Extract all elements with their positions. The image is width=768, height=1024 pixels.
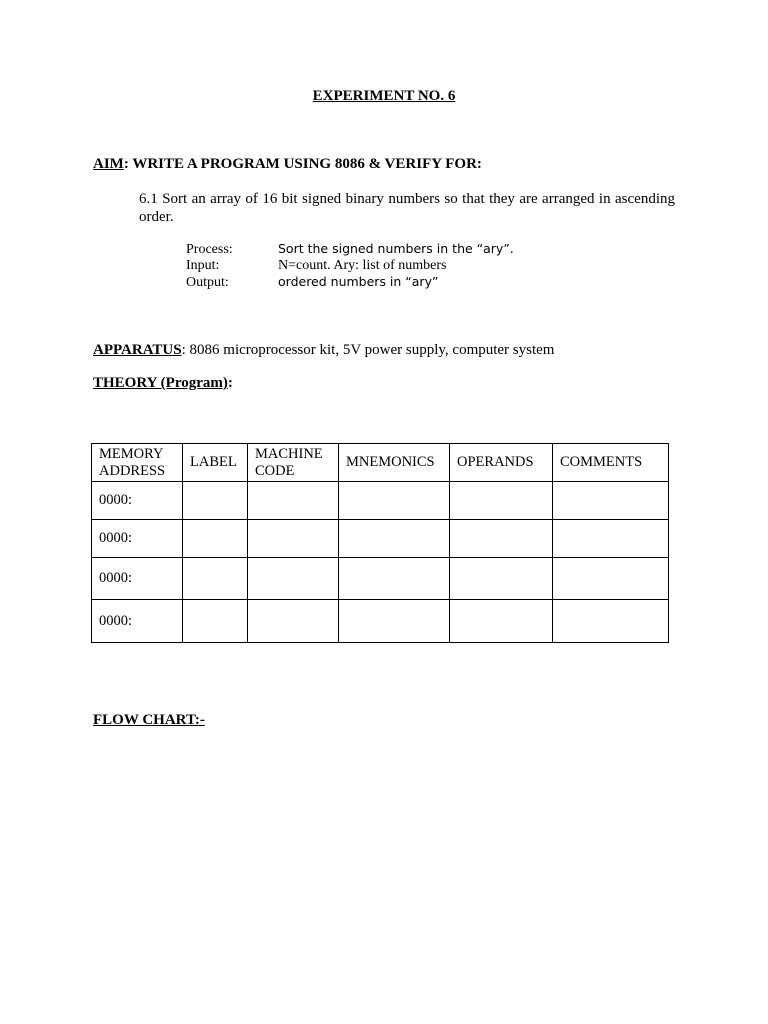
theory-separator: : [227, 375, 233, 391]
header-label: LABEL [183, 444, 248, 482]
apparatus-label: APPARATUS [93, 342, 182, 358]
detail-output [186, 274, 438, 291]
detail-value: N=count. Ary: list of numbers [278, 258, 447, 273]
aim-separator: : [123, 156, 133, 172]
table-cell [248, 482, 339, 520]
table-cell [248, 558, 339, 600]
table-cell [450, 482, 553, 520]
detail-process [186, 241, 514, 258]
header-machine-code: MACHINE CODE [248, 444, 339, 482]
header-comments: COMMENTS [553, 444, 669, 482]
header-operands: OPERANDS [450, 444, 553, 482]
table-cell [183, 482, 248, 520]
table-cell [183, 520, 248, 558]
table-row [92, 482, 669, 520]
table-cell [183, 600, 248, 643]
table-cell [183, 558, 248, 600]
table-row [92, 600, 669, 643]
table-row [92, 558, 669, 600]
aim-line [93, 156, 482, 173]
detail-key: Output: [186, 275, 229, 290]
table-cell [553, 558, 669, 600]
theory-heading [93, 375, 233, 392]
table-cell [553, 520, 669, 558]
aim-label: AIM [93, 156, 124, 172]
table-cell [450, 558, 553, 600]
experiment-title: EXPERIMENT NO. 6 [312, 88, 456, 104]
header-mnemonics: MNEMONICS [339, 444, 450, 482]
table-header-row [92, 444, 669, 482]
apparatus-text: : 8086 microprocessor kit, 5V power supply, computer system [181, 342, 555, 358]
detail-input [186, 258, 447, 274]
table-cell: 0000: [92, 558, 183, 600]
theory-label: THEORY (Program) [93, 375, 228, 391]
detail-value: Sort the signed numbers in the “ary”. [278, 241, 514, 256]
table-cell [339, 600, 450, 643]
table-cell: 0000: [92, 482, 183, 520]
table-cell [553, 600, 669, 643]
task-description: 6.1 Sort an array of 16 bit signed binary numbers so that they are arranged in ascending order. [139, 191, 675, 225]
detail-value: ordered numbers in “ary” [278, 274, 439, 289]
table-cell [248, 600, 339, 643]
table-cell [450, 520, 553, 558]
table-cell [450, 600, 553, 643]
table-cell [553, 482, 669, 520]
flowchart-heading: FLOW CHART:- [93, 712, 205, 728]
table-cell [339, 520, 450, 558]
table-row [92, 520, 669, 558]
detail-key: Process: [186, 242, 233, 257]
table-cell [339, 482, 450, 520]
table-cell [248, 520, 339, 558]
table-cell: 0000: [92, 520, 183, 558]
table-cell: 0000: [92, 600, 183, 643]
header-memory-address: MEMORY ADDRESS [92, 444, 183, 482]
detail-key: Input: [186, 258, 220, 273]
program-table [91, 443, 669, 643]
table-cell [339, 558, 450, 600]
aim-text: WRITE A PROGRAM USING 8086 & VERIFY FOR: [132, 156, 482, 172]
apparatus-line [93, 342, 554, 359]
